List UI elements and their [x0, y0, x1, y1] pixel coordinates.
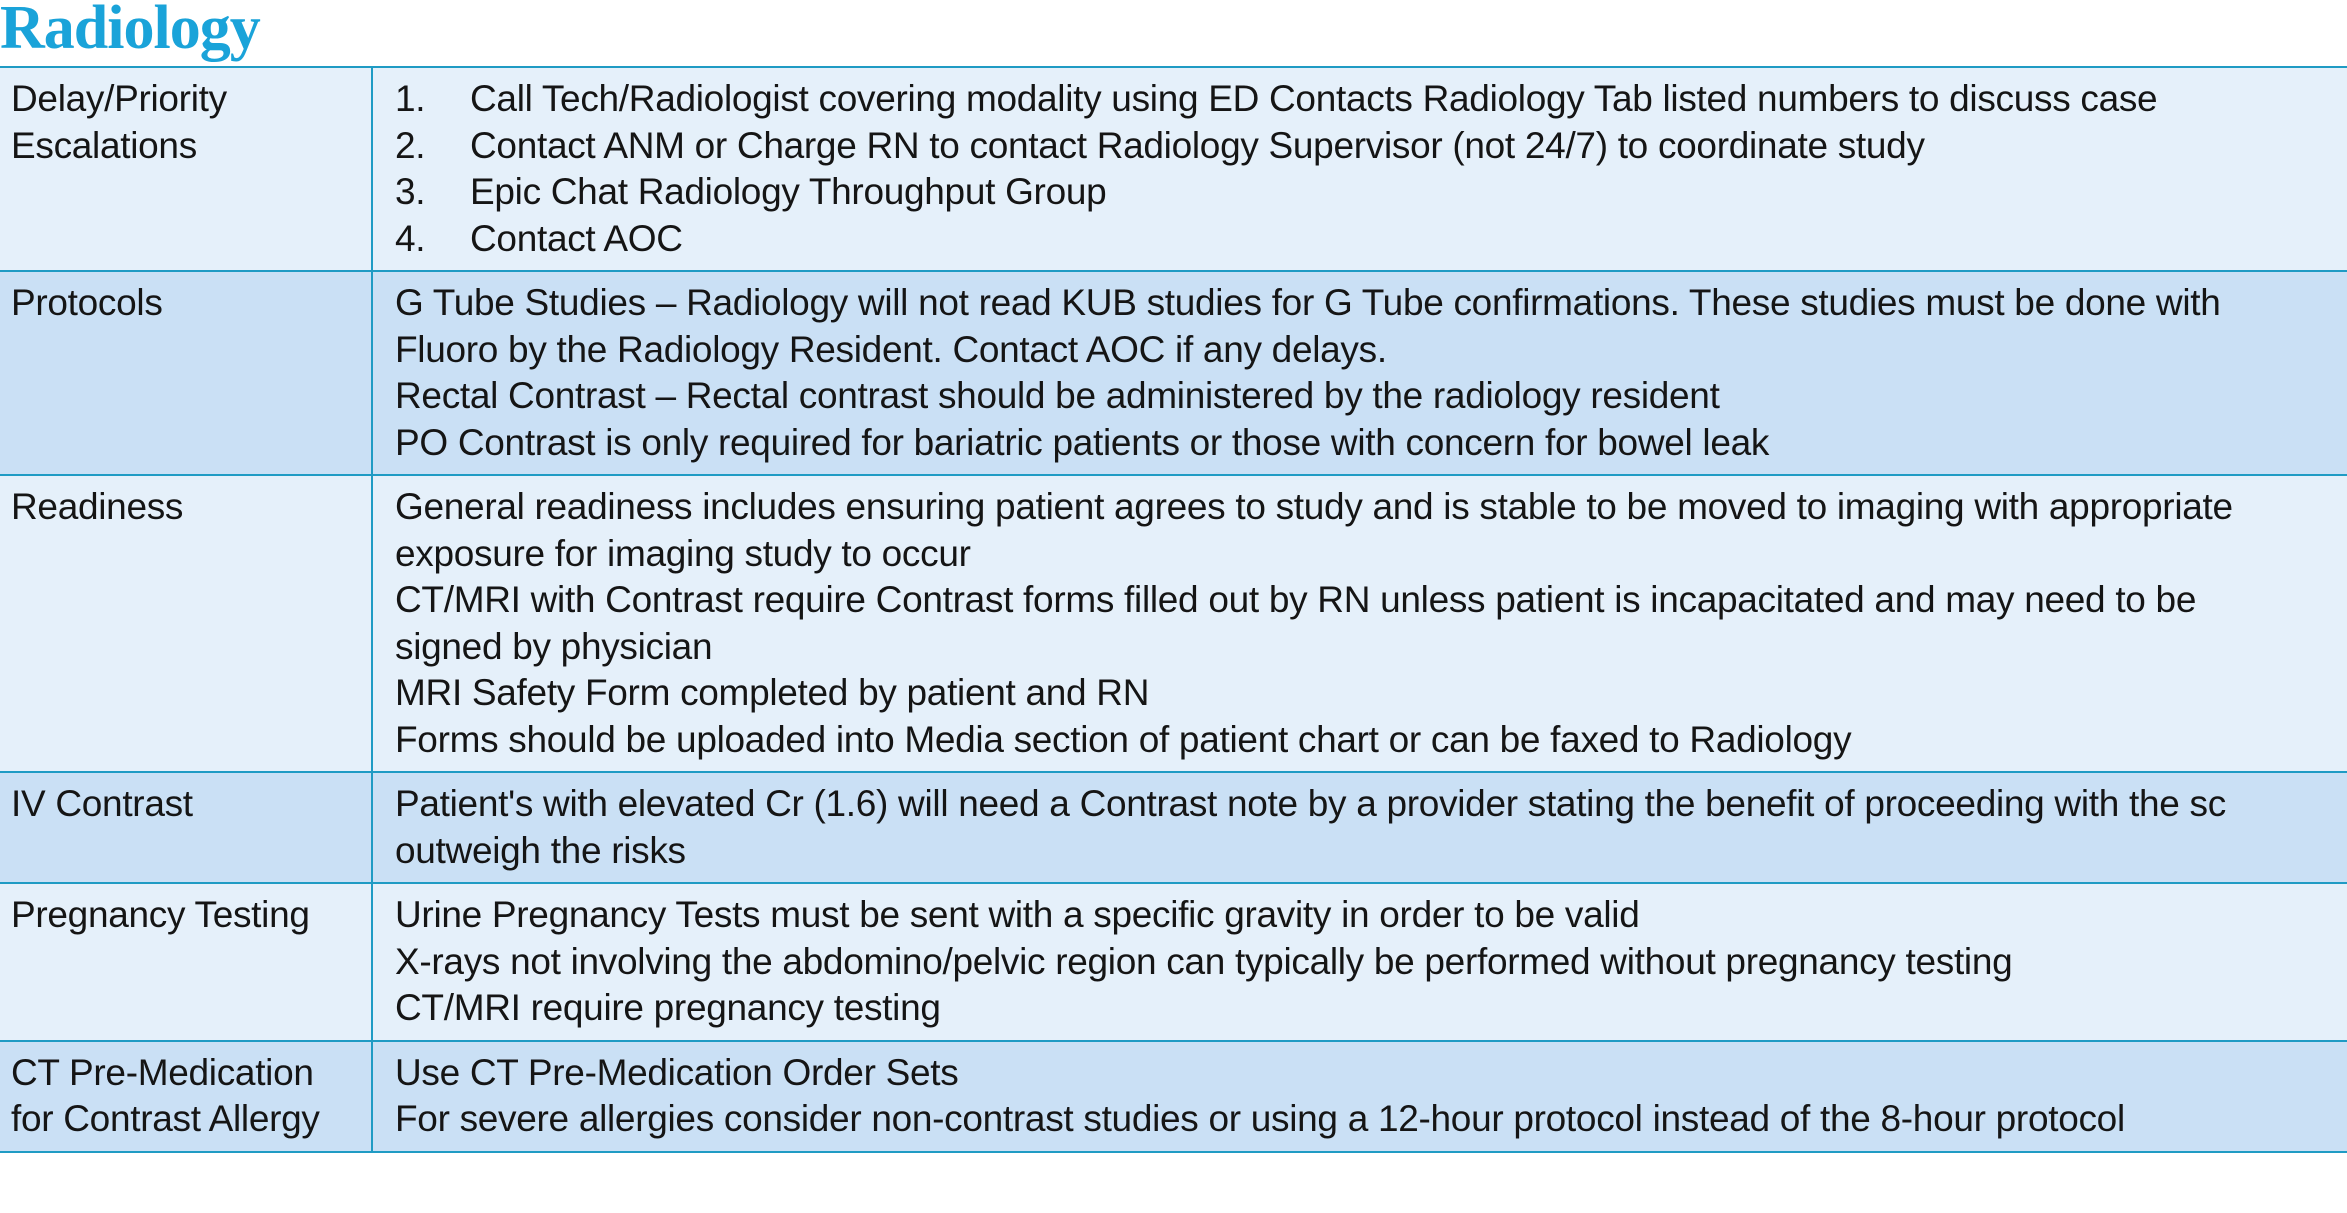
table-row — [0, 271, 2347, 475]
list-item: 3. Epic Chat Radiology Throughput Group — [395, 171, 1107, 212]
list-item: 1. Call Tech/Radiologist covering modality using ED Contacts Radiology Tab listed numbers to discuss case — [395, 78, 2158, 119]
text-line: Patient's with elevated Cr (1.6) will need a Contrast note by a provider stating the benefit of proceeding with the sc — [395, 783, 2226, 824]
text-line: exposure for imaging study to occur — [395, 532, 971, 574]
row-label: IV Contrast — [0, 772, 372, 883]
text-line: X-rays not involving the abdomino/pelvic region can typically be performed without pregnancy testing — [395, 940, 2013, 982]
text-line: Forms should be uploaded into Media section of patient chart or can be faxed to Radiology — [395, 718, 1852, 760]
row-label: Delay/Priority Escalations — [0, 67, 372, 271]
text-line: outweigh the risks — [395, 829, 686, 871]
page-title: Radiology — [0, 0, 260, 62]
row-content — [372, 271, 2347, 475]
text-line: signed by physician — [395, 625, 713, 667]
text-line: PO Contrast is only required for bariatric patients or those with concern for bowel leak — [395, 421, 1770, 463]
row-content — [372, 883, 2347, 1041]
table-row — [0, 1041, 2347, 1152]
row-label: CT Pre-Medication for Contrast Allergy — [0, 1041, 372, 1152]
row-content — [372, 1041, 2347, 1152]
table-row — [0, 475, 2347, 772]
table-row — [0, 883, 2347, 1041]
text-line: MRI Safety Form completed by patient and RN — [395, 672, 1150, 713]
text-line: Use CT Pre-Medication Order Sets — [395, 1051, 959, 1093]
row-content — [372, 67, 2347, 271]
text-line: G Tube Studies – Radiology will not read KUB studies for G Tube confirmations. These studies must be done with — [395, 282, 2221, 323]
text-line: General readiness includes ensuring patient agrees to study and is stable to be moved to imaging with appropriate — [395, 486, 2233, 527]
text-line: Rectal Contrast – Rectal contrast should be administered by the radiology resident — [395, 375, 1720, 416]
row-label: Readiness — [0, 475, 372, 772]
text-line: Urine Pregnancy Tests must be sent with a specific gravity in order to be valid — [395, 894, 1640, 935]
table-row — [0, 772, 2347, 883]
row-label: Protocols — [0, 271, 372, 475]
text-line: CT/MRI require pregnancy testing — [395, 987, 941, 1028]
table-row — [0, 67, 2347, 271]
list-item: 4. Contact AOC — [395, 217, 683, 259]
row-content — [372, 772, 2347, 883]
list-item: 2. Contact ANM or Charge RN to contact Radiology Supervisor (not 24/7) to coordinate study — [395, 124, 1925, 166]
row-label: Pregnancy Testing — [0, 883, 372, 1041]
radiology-table — [0, 66, 2347, 1153]
text-line: Fluoro by the Radiology Resident. Contact AOC if any delays. — [395, 328, 1387, 370]
text-line: CT/MRI with Contrast require Contrast forms filled out by RN unless patient is incapacitated and may need to be — [395, 579, 2197, 620]
row-content — [372, 475, 2347, 772]
text-line: For severe allergies consider non-contrast studies or using a 12-hour protocol instead of the 8-hour protocol — [395, 1098, 2125, 1139]
